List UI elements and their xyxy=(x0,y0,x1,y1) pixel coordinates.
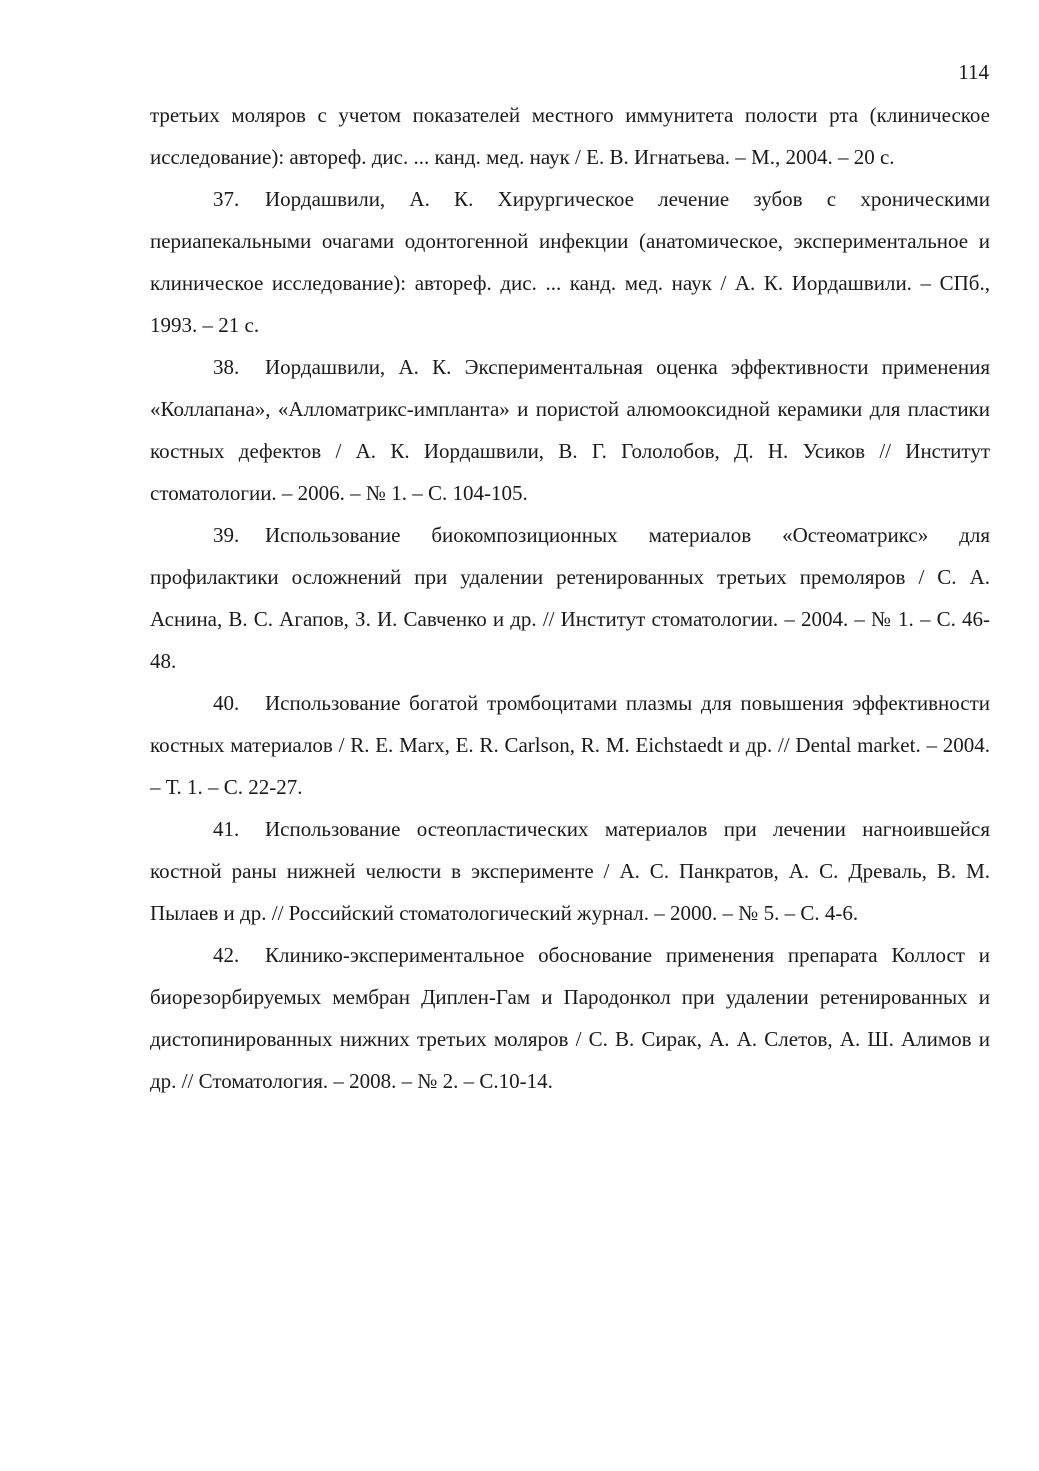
reference-number: 41. xyxy=(213,817,240,841)
reference-number: 42. xyxy=(213,943,240,967)
reference-entry-40 xyxy=(150,682,990,808)
reference-entry-38 xyxy=(150,346,990,514)
reference-number: 40. xyxy=(213,691,240,715)
reference-text: Использование богатой тромбоцитами плазмы для повышения эффективности костных материалов / R. E. Marx, E. R. Carlson, R. M. Eichstaedt и др. // Dental market. – 2004. – Т. 1. – С. 22-27. xyxy=(150,691,990,799)
reference-text: Иордашвили, А. К. Экспериментальная оценка эффективности применения «Коллапана», «Алломатрикс-импланта» и пористой алюмооксидной керамики для пластики костных дефектов / А. К. Иордашвили, В. Г. Гололобов, Д. Н. Усиков // Институт стоматологии. – 2006. – № 1. – С. 104-105. xyxy=(150,355,990,505)
page-number: 114 xyxy=(958,60,989,84)
reference-list xyxy=(150,94,990,1102)
reference-text: Клинико-экспериментальное обоснование применения препарата Коллост и биорезорбируемых мембран Диплен-Гам и Пародонкол при удалении ретенированных и дистопинированных нижних третьих моляров / С. В. Сирак, А. А. Слетов, А. Ш. Алимов и др. // Стоматология. – 2008. – № 2. – С.10-14. xyxy=(150,943,990,1093)
reference-number: 39. xyxy=(213,523,240,547)
reference-number: 38. xyxy=(213,355,240,379)
reference-number: 37. xyxy=(213,187,240,211)
reference-text: Иордашвили, А. К. Хирургическое лечение зубов с хроническими периапекальными очагами одонтогенной инфекции (анатомическое, экспериментальное и клиническое исследование): автореф. дис. ... канд. мед. наук / А. К. Иордашвили. – СПб., 1993. – 21 с. xyxy=(150,187,990,337)
reference-entry-41 xyxy=(150,808,990,934)
reference-entry-39 xyxy=(150,514,990,682)
reference-entry-37 xyxy=(150,178,990,346)
reference-text: Использование биокомпозиционных материалов «Остеоматрикс» для профилактики осложнений при удалении ретенированных третьих премоляров / С. А. Аснина, В. С. Агапов, З. И. Савченко и др. // Институт стоматологии. – 2004. – № 1. – С. 46-48. xyxy=(150,523,990,673)
reference-entry-42 xyxy=(150,934,990,1102)
reference-text: Использование остеопластических материалов при лечении нагноившейся костной раны нижней челюсти в эксперименте / А. С. Панкратов, А. С. Древаль, В. М. Пылаев и др. // Российский стоматологический журнал. – 2000. – № 5. – С. 4-6. xyxy=(150,817,990,925)
reference-continuation: третьих моляров с учетом показателей местного иммунитета полости рта (клиническое исследование): автореф. дис. ... канд. мед. наук / Е. В. Игнатьева. – М., 2004. – 20 с. xyxy=(150,103,990,169)
